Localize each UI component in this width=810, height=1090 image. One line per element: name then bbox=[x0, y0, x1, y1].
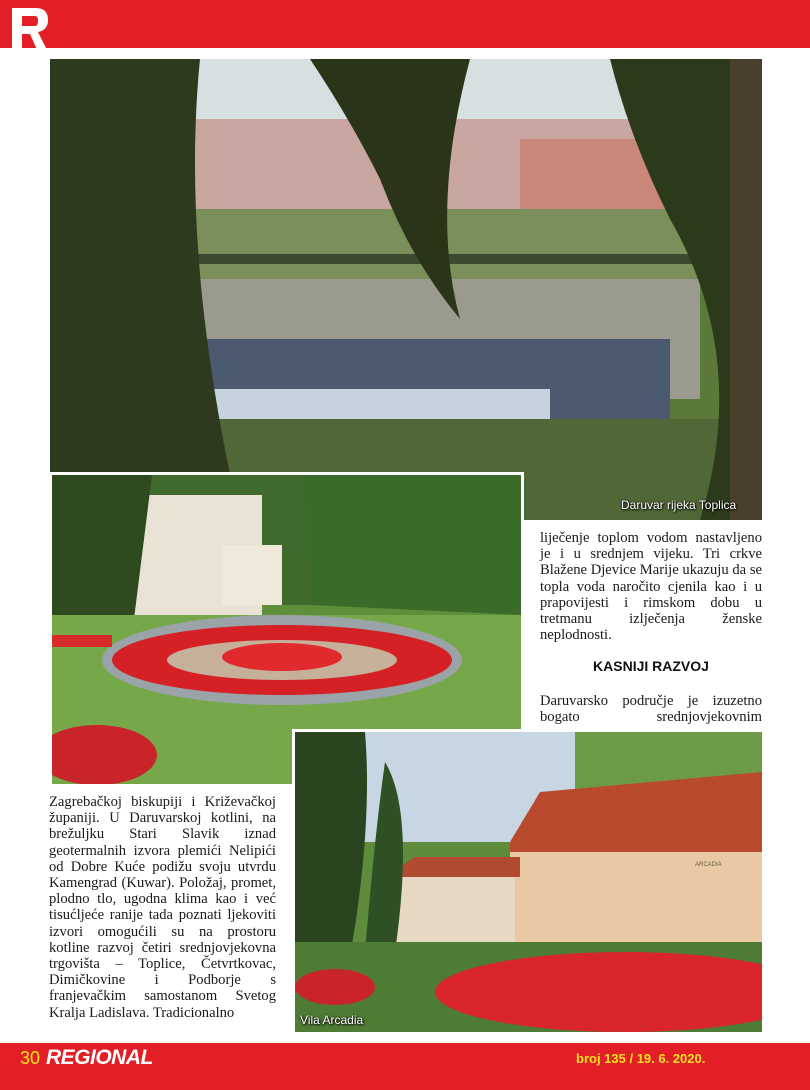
article-right-column-para1 bbox=[540, 530, 762, 643]
article-left-column bbox=[49, 794, 276, 1021]
photo-river-toplica bbox=[50, 59, 762, 520]
photo-villa-arcadia bbox=[292, 729, 762, 1032]
article-paragraph: Zagrebačkoj biskupiji i Križevačkoj županiji. U Daruvarskoj kotlini, na brežuljku Stari Slavik iznad geotermalnih izvora plemići Nelipići od Dobre Kuće podižu svoju utvrdu Kamengrad (Kuwar). Položaj, promet, plodno tlo, ugodna klima kao i već tisućljeće ranije tada poznati ljekoviti izvori omogućili su na prostoru kotline razvoj četiri srednjovjekovna trgovišta – Toplice, Četvrtkovac, Dimičkovine i Podborje s franjevačkim samostanom Svetog Kralja Ladislava. Tradicionalno bbox=[49, 794, 276, 1021]
article-paragraph: liječenje toplom vodom nastavljeno je i u srednjem vijeku. Tri crkve Blažene Djevice Marije ukazuju da se topla voda naročito cjenila kao i u prapovijesti i rimskom dobu u tretmanu izlječenja ženske neplodnosti. bbox=[540, 530, 762, 644]
regional-logo-r bbox=[10, 4, 52, 56]
arcadia-sign: ARCADIA bbox=[695, 862, 722, 868]
caption-river: Daruvar rijeka Toplica bbox=[621, 498, 737, 512]
article-right-column-para2 bbox=[540, 693, 762, 725]
brand-logo: REGIONAL bbox=[46, 1046, 153, 1069]
page-number: 30 bbox=[20, 1048, 41, 1068]
header-bar bbox=[0, 0, 810, 48]
issue-info: broj 135 / 19. 6. 2020. bbox=[576, 1051, 706, 1066]
caption-villa: Vila Arcadia bbox=[300, 1013, 364, 1027]
section-heading: KASNIJI RAZVOJ bbox=[593, 658, 709, 674]
article-paragraph: Daruvarsko područje je izuzetno bogato srednjovjekovnim bbox=[540, 693, 762, 726]
